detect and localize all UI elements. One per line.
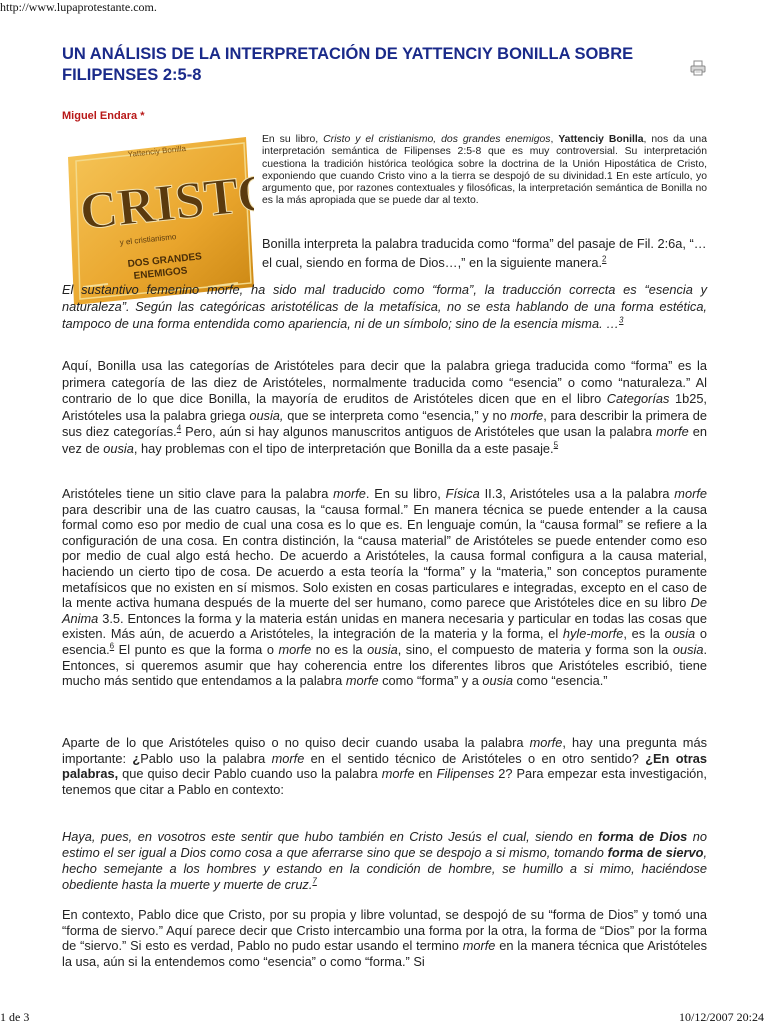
footnote-link[interactable]: 6: [109, 641, 115, 651]
article-author: Miguel Endara *: [62, 110, 145, 122]
bible-quote: Haya, pues, en vosotros este sentir que hubo también en Cristo Jesús el cual, siendo en forma de Dios no estimo el ser igual a Dios como cosa a que aferrarse sino que se despojo a si mismo, tomando forma de siervo, hecho semejante a los hombres y estando en la condición de hombre, se humillo a si mimo, haciéndose obediente hasta la muerte y muerte de cruz.$^7$: [62, 829, 707, 892]
footnote-link[interactable]: 3: [618, 315, 624, 325]
paragraph-context: En contexto, Pablo dice que Cristo, por su propia y libre voluntad, se despojó de su “forma de Dios” y tomó una “forma de siervo.” Aquí parece decir que Cristo intercambio una forma por la otra, la forma de “Dios” por la forma de “siervo.” Si esto es verdad, Pablo no pudo estar usando el termino morfe en la manera técnica que Aristóteles la usa, aún si la entendemos como “esencia” o como “forma.” Si: [62, 907, 707, 969]
footnote-link[interactable]: 5: [553, 440, 559, 450]
footnote-link[interactable]: 7: [312, 876, 317, 886]
book-cover-subtitle2a: DOS GRANDES: [127, 251, 203, 270]
print-footer-page: 1 de 3: [0, 1010, 30, 1024]
paragraph-aristotle-categories: Aquí, Bonilla usa las categorías de Aristóteles para decir que la palabra griega traducida como “forma” es la primera categoría de las diez de Aristóteles, normalmente traducida como “esencia” o como “naturaleza.” Al contrario de lo que dice Bonilla, la mayoría de eruditos de Aristóteles dicen que en el libro Categorías 1b25, Aristóteles usa la palabra griega ousia, que se interpreta como “esencia,” y no morfe, para describir la primera de sus diez categorías.$^4$ Pero, aún si hay algunos manuscritos antiguos de Aristóteles que usan la palabra morfe en vez de ousia, hay problemas con el tipo de interpretación que Bonilla da a este pasaje.$^5$: [62, 358, 708, 456]
paragraph-morfe-physics: Aristóteles tiene un sitio clave para la palabra morfe. En su libro, Física II.3, Aristóteles usa a la palabra morfe para describir una de las cuatro causas, la “causa formal.” En manera técnica se puede entender a la causa formal como eso por medio de cual una cosa es lo que es. En lenguaje común, la “causa formal” se refiere a la configuración de una cosa. En contra distinción, la “causa material” de Aristóteles se puede entender como eso por medio de cual algo está hecho. De acuerdo a Aristóteles, la causa formal configura a la causa material, haciendo un cierto tipo de cosa. De acuerdo a esta teoría la “forma” y la “materia,” son conceptos puramente metafísicos que no existen en sí mismos. Solo existen en cosas particulares e integradas, excepto en el caso de la mente activa humana después de la muerte del ser humano, como parece que Aristóteles dice en su libro De Anima 3.5. Entonces la forma y la materia están unidas en manera necesaria y particular en todas las cosas que existen. Más aún, de acuerdo a Aristóteles, la integración de la materia y la forma, el hyle-morfe, es la ousia o esencia.$^6$ El punto es que la forma o morfe no es la ousia, sino, el compuesto de materia y forma son la ousia. Entonces, si queremos asumir que hay coherencia entre los diferentes libros que Aristóteles escribió, tiene mucho más sentido que entendamos a la palabra morfe como “forma” y a ousia como “esencia.”: [62, 486, 708, 689]
printer-icon[interactable]: [690, 60, 706, 76]
quote-intro-paragraph: Bonilla interpreta la palabra traducida como “forma” del pasaje de Fil. 2:6a, “… el cual, siendo en forma de Dios…,” en la siguiente manera.$^2$: [262, 236, 707, 270]
book-cover-subtitle: y el cristianismo: [119, 232, 177, 247]
footnote-link[interactable]: 2: [602, 254, 607, 264]
book-cover-author: Yattenciy Bonilla: [127, 143, 187, 159]
bonilla-quote: El sustantivo femenino morfe, ha sido mal traducido como “forma”, la traducción correcta es “esencia y naturaleza”. Según las categóricas aristotélicas de la metafísica, no se esta hablando de una forma estética, tampoco de una forma entendida como apariencia, ni de un símbolo; sino de la esencia misma. …$^3$: [62, 282, 707, 331]
paragraph-pablo-question: Aparte de lo que Aristóteles quiso o no quiso decir cuando usaba la palabra morfe, hay una pregunta más importante: ¿Pablo uso la palabra morfe en el sentido técnico de Aristóteles o en otro sentido? ¿En otras palabras, que quiso decir Pablo cuando uso la palabra morfe en Filipenses 2? Para empezar esta investigación, tenemos que citar a Pablo en contexto:: [62, 735, 708, 797]
book-cover-image: [68, 137, 254, 305]
intro-paragraph: En su libro, Cristo y el cristianismo, dos grandes enemigos, Yattenciy Bonilla, nos da una interpretación semántica de Filipenses 2:5-8 que es muy controversial. Su interpretación cuestiona la tradición histórica teológica sobre la doctrina de la Unión Hipostática de Cristo, exponiendo que cuando Cristo vino a la tierra se despojó de su divinidad.1 En este artículo, yo argumento que, por razones contextuales y filosóficas, la interpretación semántica de Bonilla no es la más apropiada que se puede dar al texto.: [262, 134, 707, 207]
article-title: UN ANÁLISIS DE LA INTERPRETACIÓN DE YATTENCIY BONILLA SOBRE FILIPENSES 2:5-8: [62, 45, 634, 84]
book-cover-subtitle2b: ENEMIGOS: [133, 265, 188, 282]
print-footer-timestamp: 10/12/2007 20:24: [678, 1010, 764, 1024]
footnote-link[interactable]: 4: [176, 423, 182, 433]
book-cover-title: CRISTO: [77, 163, 254, 241]
print-header-url: http://www.lupaprotestante.com.: [0, 0, 157, 14]
